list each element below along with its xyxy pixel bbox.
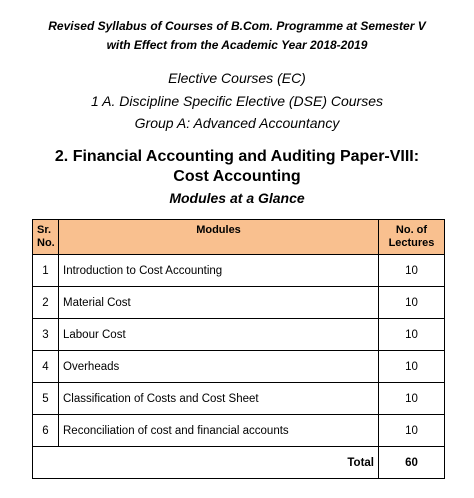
total-value: 60 [379, 447, 445, 479]
module-cell: Overheads [59, 351, 379, 383]
table-header-row [33, 220, 445, 255]
table-row [33, 351, 445, 383]
total-label: Total [33, 447, 379, 479]
sr-no-header-line2: No. [37, 237, 55, 249]
lectures-header-line1: No. of [395, 224, 428, 236]
module-cell: Classification of Costs and Cost Sheet [59, 383, 379, 415]
table-row [33, 255, 445, 287]
paper-title-line1: 2. Financial Accounting and Auditing Paper-VIII: [54, 148, 420, 165]
lectures-cell: 10 [379, 319, 445, 351]
sr-cell: 1 [33, 255, 59, 287]
table-row [33, 319, 445, 351]
module-cell: Introduction to Cost Accounting [59, 255, 379, 287]
elective-courses-heading: Elective Courses (EC) [168, 70, 306, 86]
table-row [33, 383, 445, 415]
syllabus-heading-line1: Revised Syllabus of Courses of B.Com. Programme at Semester V [48, 19, 426, 33]
lectures-cell: 10 [379, 287, 445, 319]
module-cell: Labour Cost [59, 319, 379, 351]
table-row [33, 287, 445, 319]
total-row [33, 447, 445, 479]
syllabus-heading-line2: with Effect from the Academic Year 2018-2019 [106, 38, 368, 52]
lectures-header [379, 220, 445, 255]
lectures-header-line2: Lectures [388, 237, 435, 249]
sr-cell: 5 [33, 383, 59, 415]
sr-no-header-line1: Sr. [37, 224, 52, 236]
module-cell: Reconciliation of cost and financial accounts [59, 415, 379, 447]
lectures-cell: 10 [379, 383, 445, 415]
lectures-cell: 10 [379, 351, 445, 383]
module-cell: Material Cost [59, 287, 379, 319]
paper-title-line2: Cost Accounting [173, 168, 301, 185]
dse-courses-heading: 1 A. Discipline Specific Elective (DSE) Courses [90, 93, 384, 109]
group-heading: Group A: Advanced Accountancy [134, 115, 340, 131]
lectures-cell: 10 [379, 415, 445, 447]
modules-at-a-glance-heading: Modules at a Glance [169, 190, 305, 206]
sr-cell: 4 [33, 351, 59, 383]
sr-cell: 6 [33, 415, 59, 447]
modules-table [32, 219, 445, 479]
sr-cell: 3 [33, 319, 59, 351]
lectures-cell: 10 [379, 255, 445, 287]
sr-cell: 2 [33, 287, 59, 319]
table-row [33, 415, 445, 447]
sr-no-header [33, 220, 59, 255]
modules-header: Modules [59, 220, 379, 255]
